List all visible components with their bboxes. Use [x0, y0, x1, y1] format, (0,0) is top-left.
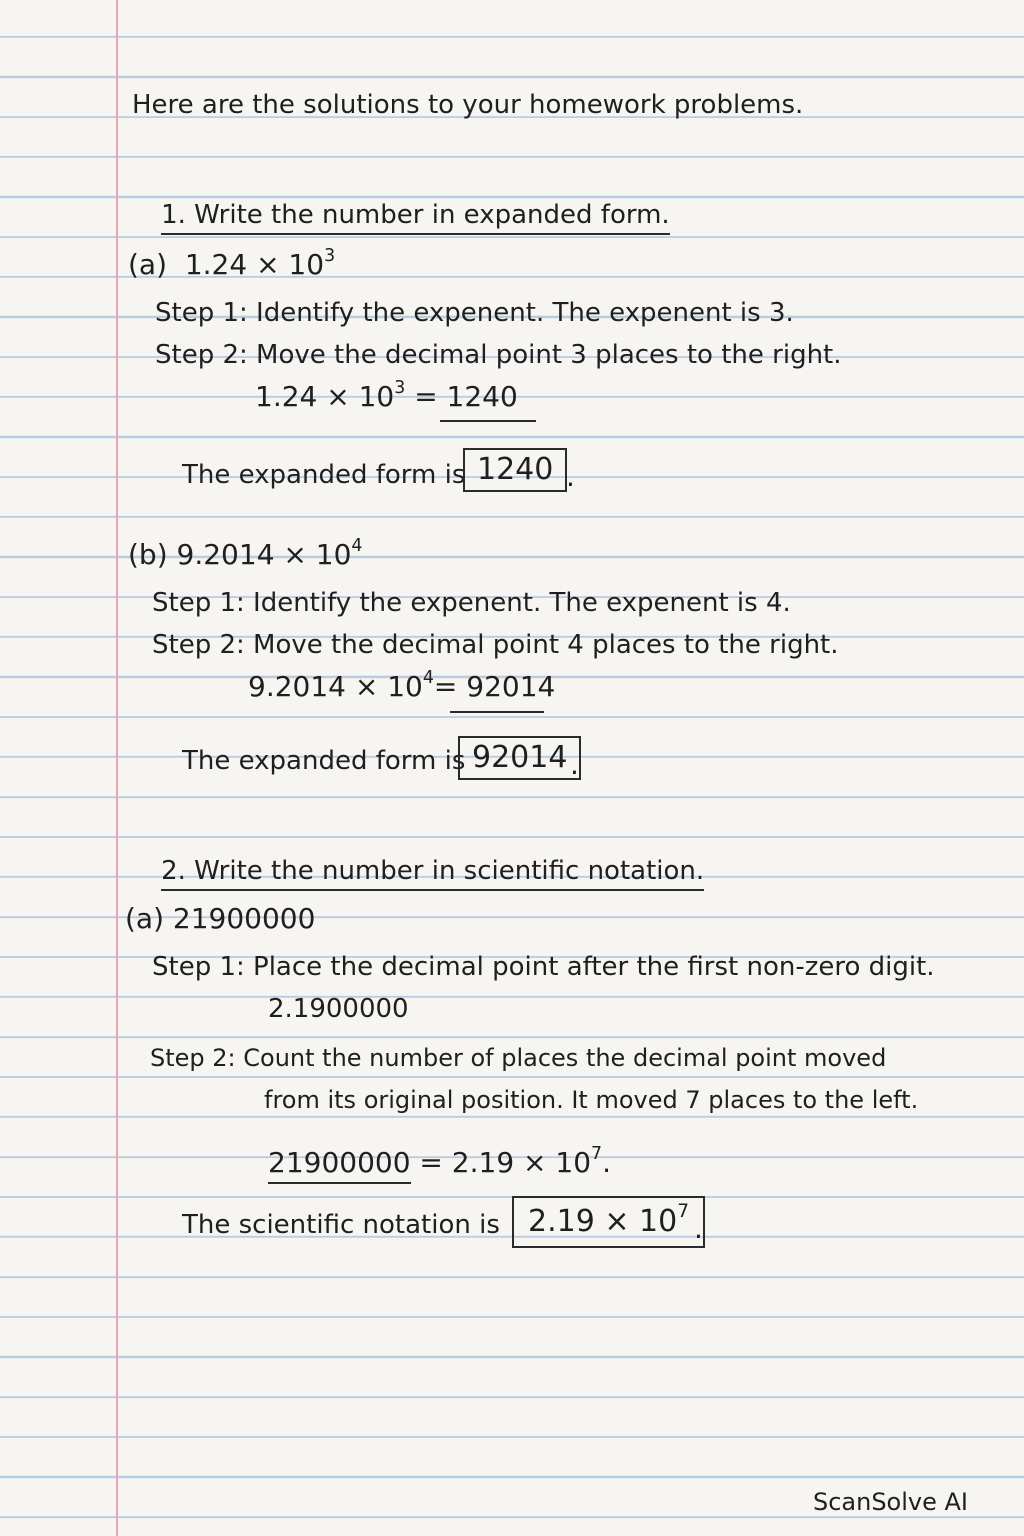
problem1a-equation: $1.24 \times 10^3 = 1240$	[255, 377, 518, 413]
problem1b-answer-period: .	[570, 748, 579, 781]
problem1a-step1: Step 1: Identify the expenent. The expenent is 3.	[155, 298, 794, 328]
problem1b-answer-text: The expanded form is	[182, 746, 466, 776]
problem1a-answer-period: .	[566, 460, 575, 493]
problem2a-step2-line2: from its original position. It moved 7 places to the left.	[264, 1086, 919, 1114]
problem1b-answer-box: 92014	[458, 736, 581, 780]
problem2-heading: 2. Write the number in scientific notation.	[128, 826, 704, 916]
problem2a-answer-box: $2.19 \times 10^7$	[512, 1196, 705, 1248]
problem1-heading: 1. Write the number in expanded form.	[128, 170, 670, 260]
problem1b-equation: $9.2014 \times 10^4= 92014$	[248, 667, 556, 703]
margin-line	[116, 0, 118, 1536]
problem1b-step2: Step 2: Move the decimal point 4 places to the right.	[152, 630, 839, 660]
problem1a-answer-box: 1240	[463, 448, 567, 492]
problem1b-result-underline	[450, 711, 544, 713]
problem1a-result-underline	[440, 420, 536, 422]
problem1b-step1: Step 1: Identify the expenent. The expenent is 4.	[152, 588, 791, 618]
problem2a-number: (a) 21900000	[125, 902, 316, 935]
intro-text: Here are the solutions to your homework problems.	[132, 90, 804, 120]
problem1a-step2: Step 2: Move the decimal point 3 places to the right.	[155, 340, 842, 370]
problem2a-step2-line1: Step 2: Count the number of places the decimal point moved	[150, 1044, 887, 1072]
problem2a-answer-text: The scientific notation is	[182, 1210, 500, 1240]
problem2a-equation: $21900000 = 2.19 \times 10^7$.	[268, 1148, 611, 1178]
problem2a-answer-period: .	[694, 1212, 703, 1245]
problem1a-expression: (a) $1.24 \times 10^3$	[128, 245, 336, 281]
problem1b-expression: (b) $9.2014 \times 10^4$	[128, 535, 363, 571]
footer-brand: ScanSolve AI	[812, 1488, 968, 1516]
problem1a-answer-text: The expanded form is	[182, 460, 466, 490]
problem2a-step1-value: 2.1900000	[268, 994, 409, 1024]
problem2a-step1: Step 1: Place the decimal point after the first non-zero digit.	[152, 952, 935, 982]
